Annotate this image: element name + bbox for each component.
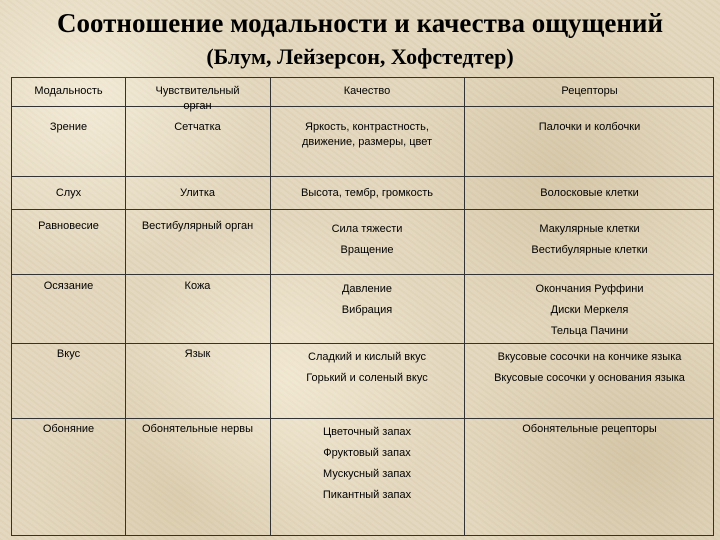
quality-item: Сладкий и кислый вкус (308, 351, 426, 363)
receptor-item: Вестибулярные клетки (531, 244, 648, 256)
row-smell-quality (270, 422, 464, 506)
row-balance-organ: Вестибулярный орган (141, 220, 254, 232)
header-quality: Качество (343, 85, 391, 97)
quality-item: Сила тяжести (331, 223, 403, 235)
receptor-item: Диски Меркеля (550, 304, 629, 316)
receptor-item: Тельца Пачини (550, 325, 629, 337)
row-taste-organ: Язык (184, 348, 211, 360)
receptor-item: Вкусовые сосочки у основания языка (494, 372, 685, 384)
column-divider (125, 78, 126, 535)
receptor-item: Волосковые клетки (540, 187, 639, 199)
row-touch-modality: Осязание (43, 280, 94, 292)
row-smell-receptors (464, 422, 715, 437)
receptor-item: Макулярные клетки (539, 223, 640, 235)
header-receptors: Рецепторы (561, 85, 618, 97)
row-smell-modality: Обоняние (42, 423, 95, 435)
row-touch-quality (270, 279, 464, 321)
header-organ-line: Чувствительный (155, 85, 240, 97)
row-divider (12, 418, 713, 419)
header-organ (125, 84, 270, 114)
row-balance-receptors (464, 219, 715, 261)
receptor-item: Вкусовые сосочки на кончике языка (497, 351, 682, 363)
row-taste-receptors (464, 347, 715, 389)
row-vision-receptors (464, 120, 715, 135)
row-divider (12, 209, 713, 210)
row-taste-quality (270, 347, 464, 389)
receptor-item: Обонятельные рецепторы (522, 423, 657, 435)
quality-item: Давление (341, 283, 393, 295)
row-hearing-receptors (464, 186, 715, 201)
quality-item: Высота, тембр, громкость (300, 187, 434, 199)
row-hearing-quality (270, 186, 464, 201)
modality-table (11, 77, 714, 536)
row-hearing-modality: Слух (55, 187, 82, 199)
row-taste-modality: Вкус (56, 348, 81, 360)
header-modality: Модальность (34, 85, 103, 97)
quality-item: Вращение (340, 244, 394, 256)
quality-item: Яркость, контрастность, (305, 121, 429, 133)
row-vision-quality (270, 120, 464, 150)
page-title: Соотношение модальности и качества ощущений (56, 8, 663, 38)
receptor-item: Окончания Руффини (535, 283, 644, 295)
quality-item: Горький и соленый вкус (306, 372, 428, 384)
row-divider (12, 106, 713, 107)
quality-item: Мускусный запах (323, 468, 411, 480)
row-smell-organ: Обонятельные нервы (141, 423, 254, 435)
quality-item: движение, размеры, цвет (301, 136, 433, 148)
quality-item: Фруктовый запах (323, 447, 411, 459)
header-organ-line: орган (183, 100, 212, 112)
row-vision-organ: Сетчатка (174, 121, 221, 133)
row-touch-receptors (464, 279, 715, 342)
row-balance-quality (270, 219, 464, 261)
row-touch-organ: Кожа (184, 280, 211, 292)
row-vision-modality: Зрение (49, 121, 88, 133)
quality-item: Цветочный запах (322, 426, 412, 438)
receptor-item: Палочки и колбочки (538, 121, 641, 133)
row-divider (12, 343, 713, 344)
row-divider (12, 274, 713, 275)
row-balance-modality: Равновесие (38, 220, 99, 232)
page-subtitle: (Блум, Лейзерсон, Хофстедтер) (206, 44, 514, 69)
row-hearing-organ: Улитка (179, 187, 216, 199)
row-divider (12, 176, 713, 177)
quality-item: Пикантный запах (322, 489, 412, 501)
quality-item: Вибрация (341, 304, 393, 316)
